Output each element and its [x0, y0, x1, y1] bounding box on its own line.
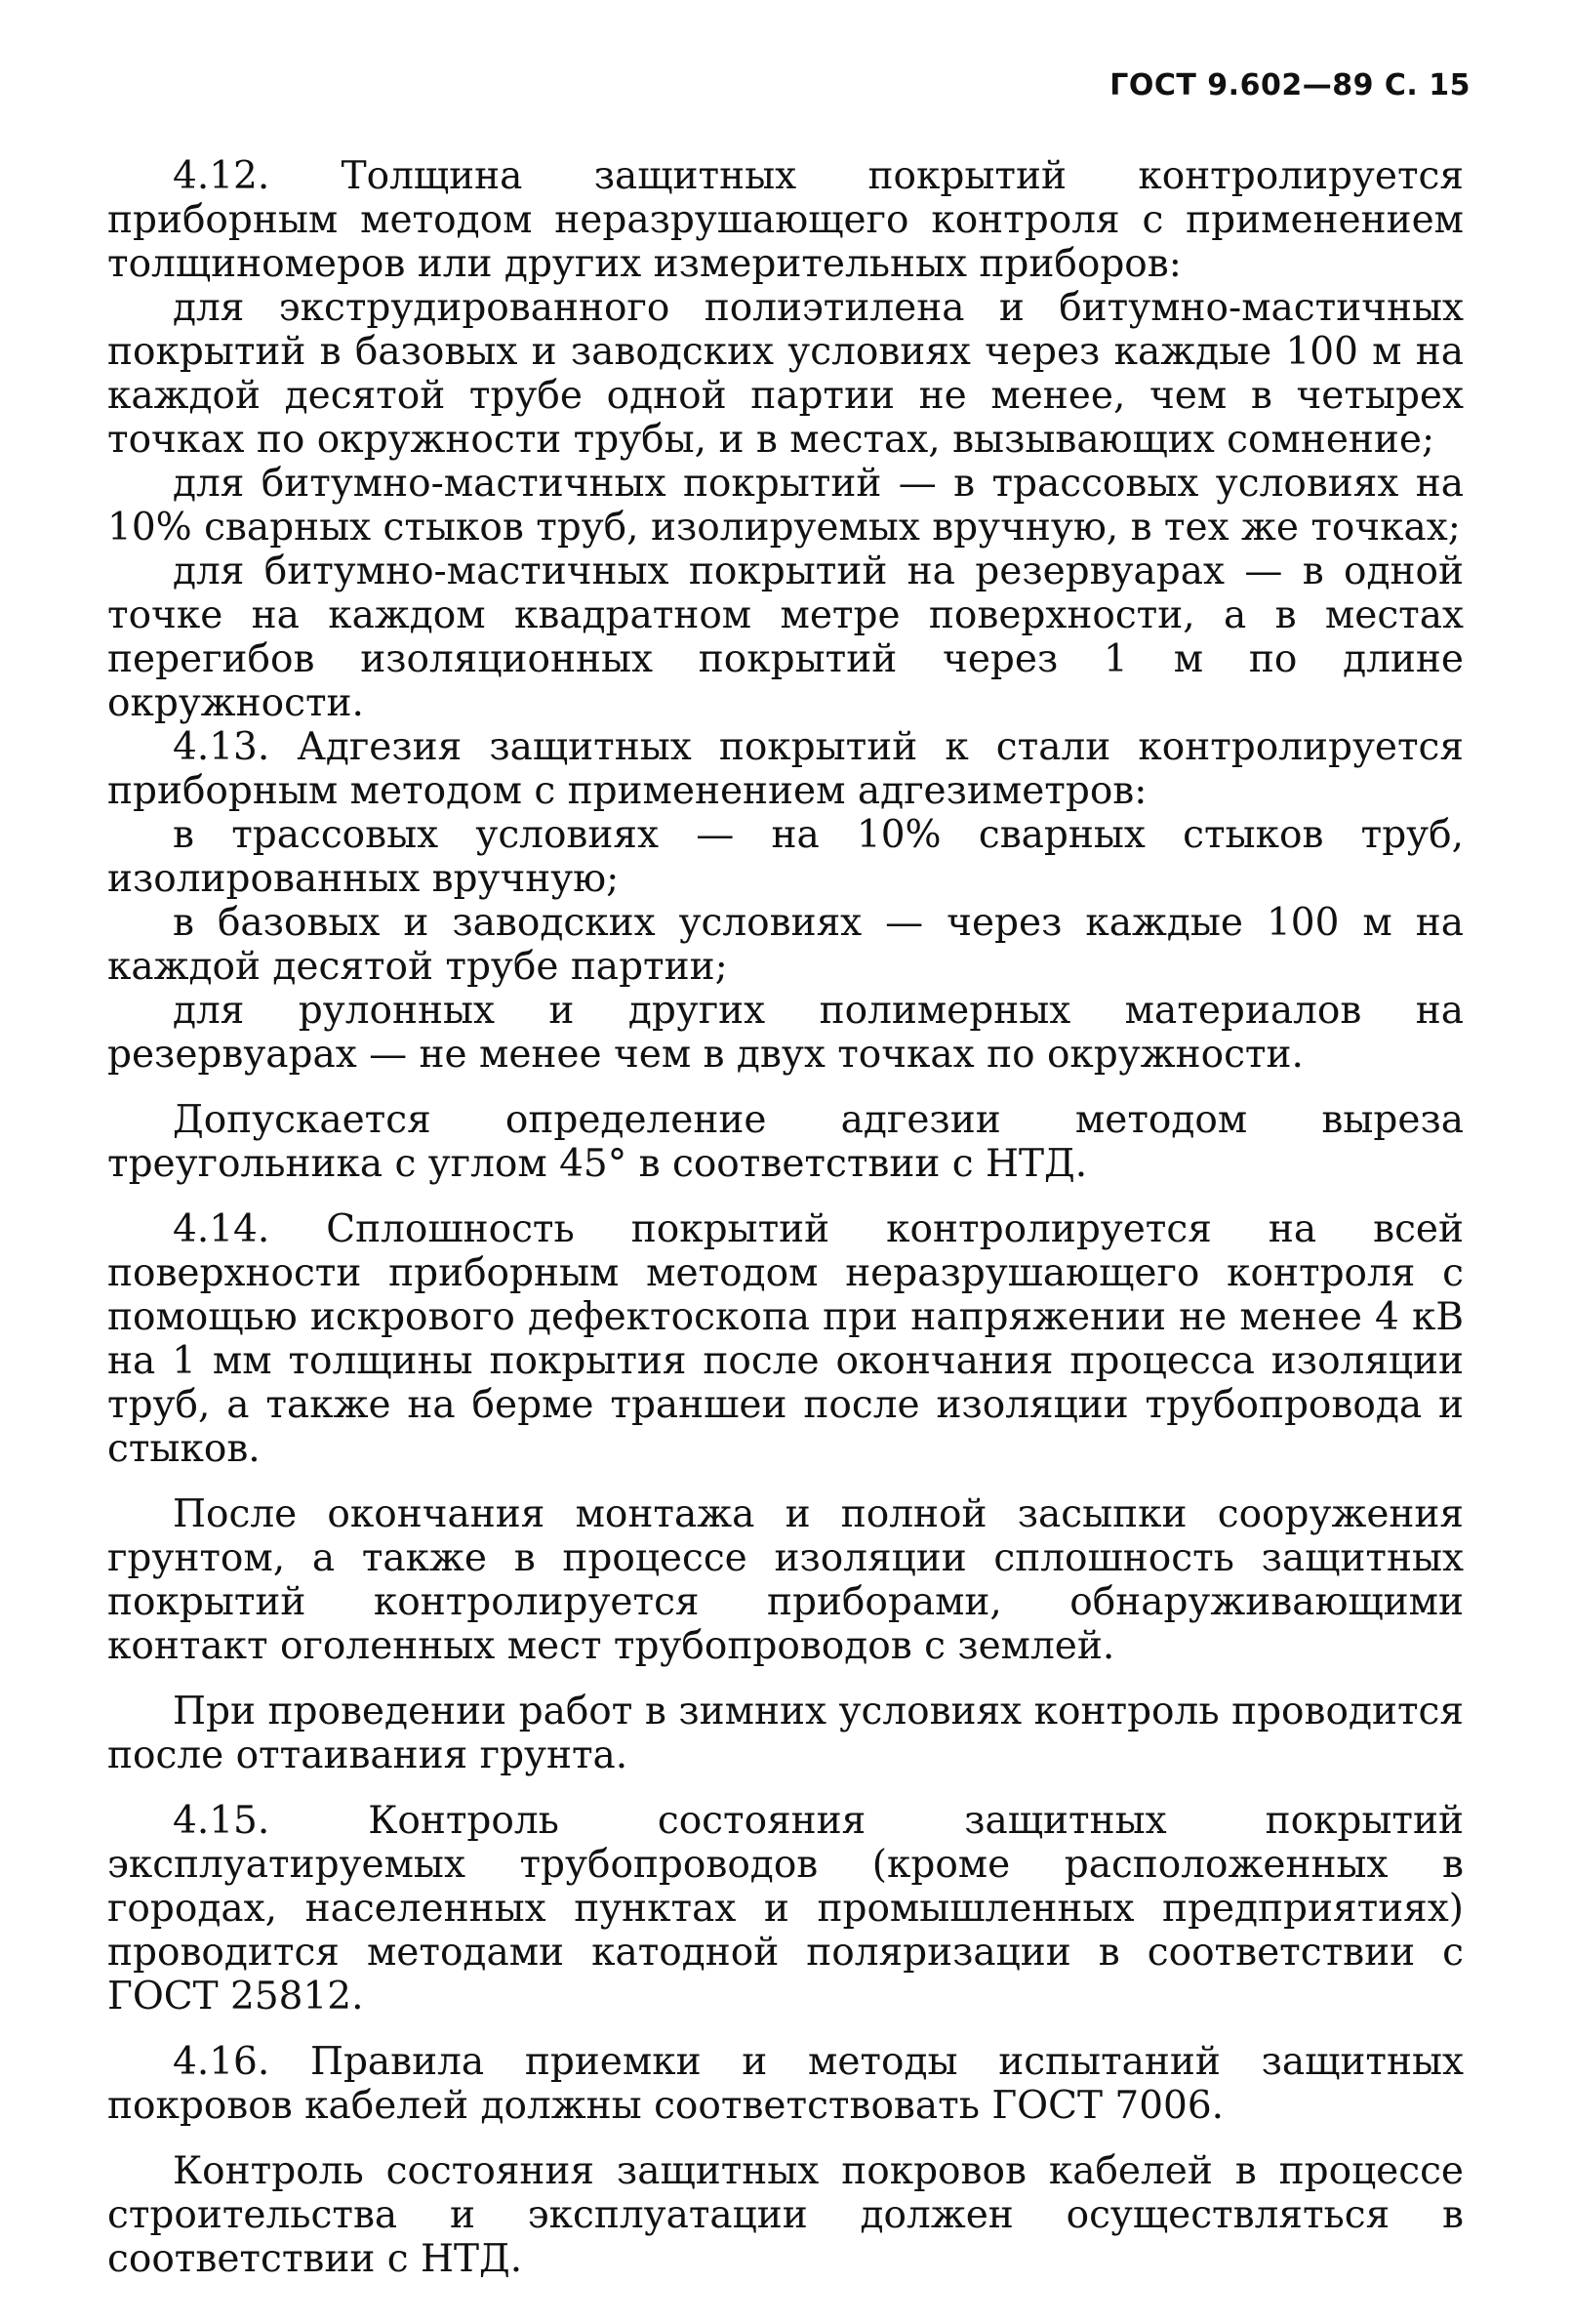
paragraph: в трассовых условиях — на 10% сварных стыков труб, изолированных вручную;	[107, 813, 1464, 901]
paragraph: После окончания монтажа и полной засыпки сооружения грунтом, а также в процессе изоляции сплошность защитных покрытий контролируется приборами, обнаруживающими контакт оголенных мест трубопроводов с землей.	[107, 1492, 1464, 1668]
paragraph: 4.16. Правила приемки и методы испытаний защитных покровов кабелей должны соответствовать ГОСТ 7006.	[107, 2040, 1464, 2128]
running-header: ГОСТ 9.602—89 С. 15	[1109, 68, 1471, 102]
paragraph: для экструдированного полиэтилена и битумно-мастичных покрытий в базовых и заводских условиях через каждые 100 м на каждой десятой трубе одной партии не менее, чем в четырех точках по окружности трубы, и в местах, вызывающих сомнение;	[107, 286, 1464, 462]
paragraph: в базовых и заводских условиях — через каждые 100 м на каждой десятой трубе партии;	[107, 901, 1464, 989]
paragraph: Контроль состояния защитных покровов кабелей в процессе строительства и эксплуатации должен осуществляться в соответствии с НТД.	[107, 2149, 1464, 2281]
paragraph: 4.15. Контроль состояния защитных покрытий эксплуатируемых трубопроводов (кроме расположенных в городах, населенных пунктах и промышленных предприятиях) проводится методами катодной поляризации в соответствии с ГОСТ 25812.	[107, 1799, 1464, 2018]
paragraph: 4.12. Толщина защитных покрытий контролируется приборным методом неразрушающего контроля с применением толщиномеров или других измерительных приборов:	[107, 154, 1464, 286]
paragraph: Допускается определение адгезии методом выреза треугольника с углом 45° в соответствии с НТД.	[107, 1098, 1464, 1186]
paragraph: 4.13. Адгезия защитных покрытий к стали контролируется приборным методом с применением адгезиметров:	[107, 725, 1464, 813]
paragraph: 4.14. Сплошность покрытий контролируется на всей поверхности приборным методом неразрушающего контроля с помощью искрового дефектоскопа при напряжении не менее 4 кВ на 1 мм толщины покрытия после окончания процесса изоляции труб, а также на берме траншеи после изоляции трубопровода и стыков.	[107, 1207, 1464, 1471]
paragraph: для битумно-мастичных покрытий на резервуарах — в одной точке на каждом квадратном метре поверхности, а в местах перегибов изоляционных покрытий через 1 м по длине окружности.	[107, 550, 1464, 725]
body-text	[107, 154, 1464, 2281]
paragraph: для рулонных и других полимерных материалов на резервуарах — не менее чем в двух точках по окружности.	[107, 989, 1464, 1077]
paragraph: для битумно-мастичных покрытий — в трассовых условиях на 10% сварных стыков труб, изолируемых вручную, в тех же точках;	[107, 462, 1464, 550]
paragraph: При проведении работ в зимних условиях контроль проводится после оттаивания грунта.	[107, 1690, 1464, 1777]
